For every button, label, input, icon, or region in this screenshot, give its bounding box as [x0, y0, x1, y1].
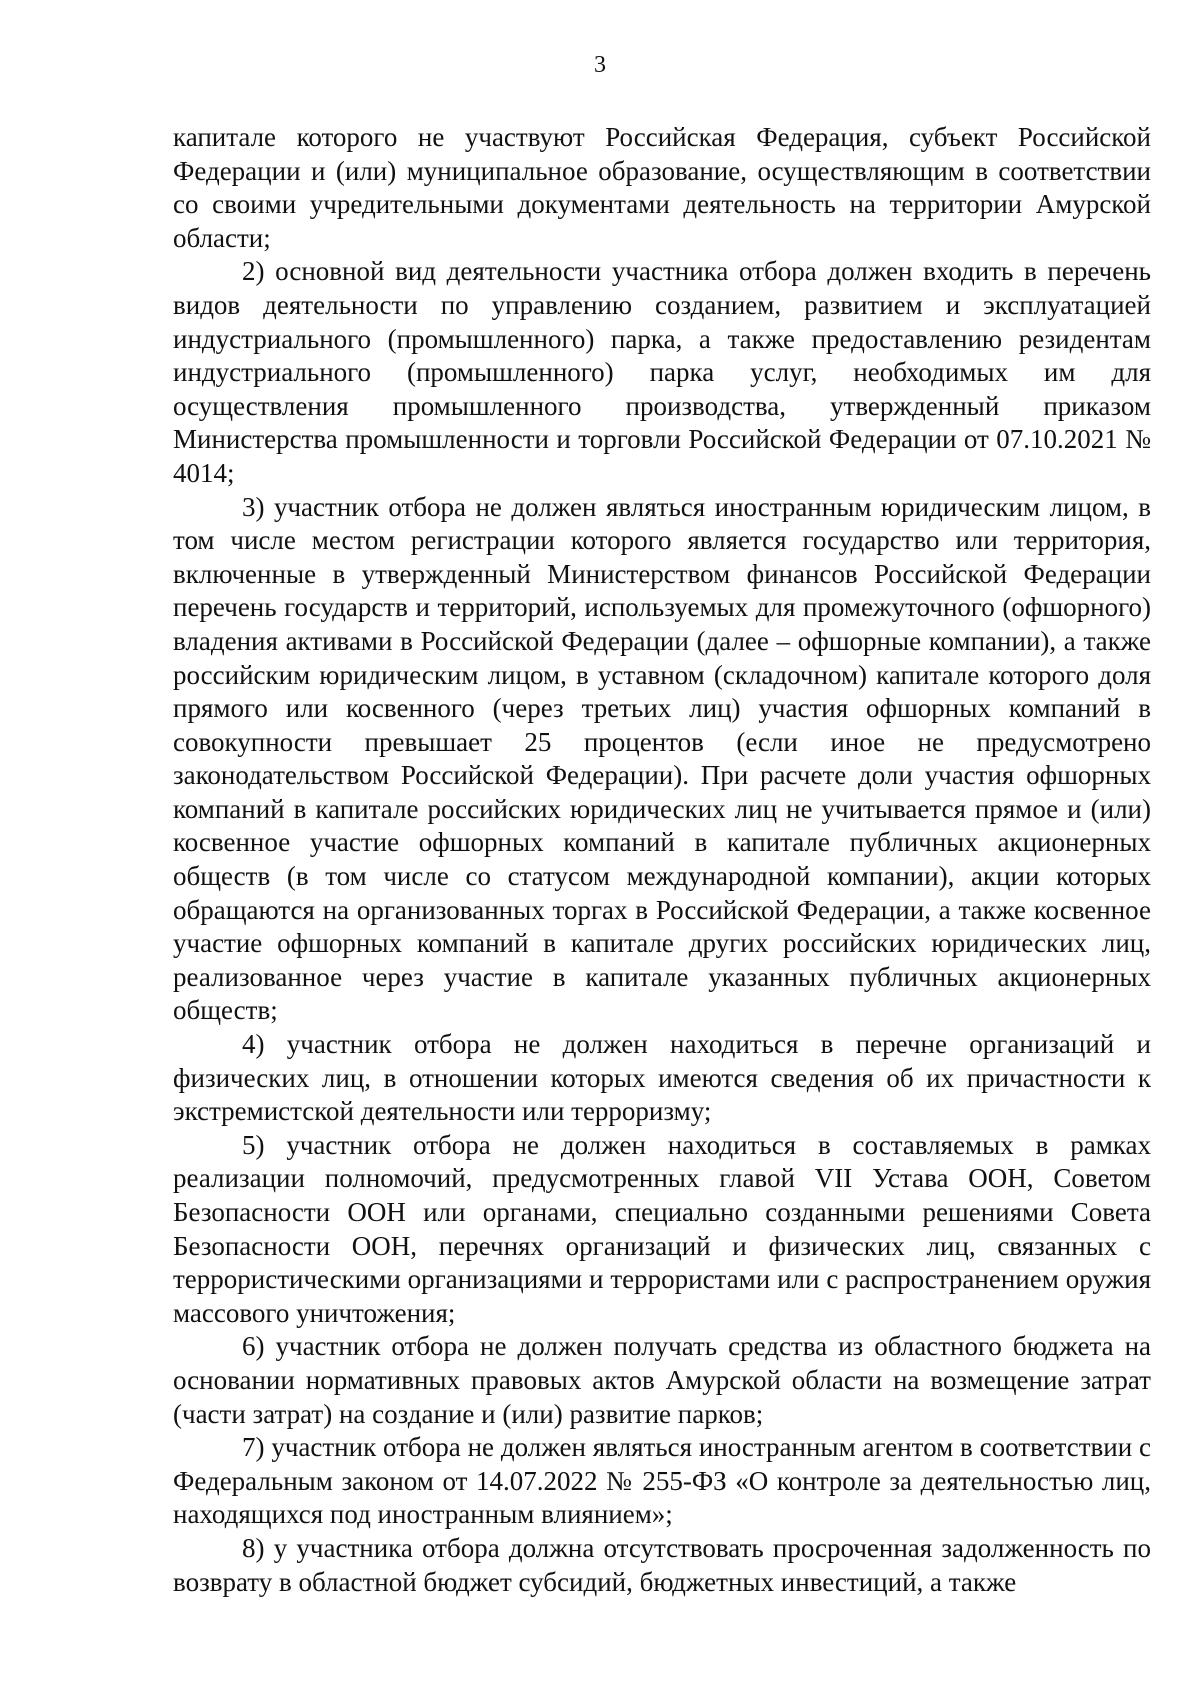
page-number: 3 [594, 52, 606, 78]
paragraph-item-5: 5) участник отбора не должен находиться в составляемых в рамках реализации полномочий, предусмотренных главой VII Устава ООН, Советом Безопасности ООН или органами, специально созданными решениями Совета Безопасности ООН, перечнях организаций и физических лиц, связанных с террористическими организациями и террористами или с распространением оружия массового уничтожения; [173, 1129, 1151, 1328]
paragraph-item-4: 4) участник отбора не должен находиться в перечне организаций и физических лиц, в отношении которых имеются сведения об их причастности к экстремистской деятельности или терроризму; [173, 1029, 1151, 1127]
paragraph-item-7: 7) участник отбора не должен являться иностранным агентом в соответствии с Федеральным законом от 14.07.2022 № 255-ФЗ «О контроле за деятельностью лиц, находящихся под иностранным влиянием»; [173, 1432, 1151, 1530]
paragraph-item-3: 3) участник отбора не должен являться иностранным юридическим лицом, в том числе местом регистрации которого является государство или территория, включенные в утвержденный Министерством финансов Российской Федерации перечень государств и территорий, используемых для промежуточного (офшорного) владения активами в Российской Федерации (далее – офшорные компании), а также российским юридическим лицом, в уставном (складочном) капитале которого доля прямого или косвенного (через третьих лиц) участия офшорных компаний в совокупности превышает 25 процентов (если иное не предусмотрено законодательством Российской Федерации). При расчете доли участия офшорных компаний в капитале российских юридических лиц не учитывается прямое и (или) косвенное участие офшорных компаний в капитале публичных акционерных обществ (в том числе со статусом международной компании), акции которых обращаются на организованных торгах в Российской Федерации, а также косвенное участие офшорных компаний в капитале других российских юридических лиц, реализованное через участие в капитале указанных публичных акционерных обществ; [173, 491, 1151, 1026]
paragraph-continuation: капитале которого не участвуют Российская Федерация, субъект Российской Федерации и (или) муниципальное образование, осуществляющим в соответствии со своими учредительными документами деятельность на территории Амурской области; [173, 122, 1151, 253]
paragraph-item-2: 2) основной вид деятельности участника отбора должен входить в перечень видов деятельности по управлению созданием, развитием и эксплуатацией индустриального (промышленного) парка, а также предоставлению резидентам индустриального (промышленного) парка услуг, необходимых им для осуществления промышленного производства, утвержденный приказом Министерства промышленности и торговли Российской Федерации от 07.10.2021 № 4014; [173, 256, 1151, 488]
paragraph-item-8: 8) у участника отбора должна отсутствовать просроченная задолженность по возврату в областной бюджет субсидий, бюджетных инвестиций, а также [173, 1532, 1151, 1597]
paragraph-item-6: 6) участник отбора не должен получать средства из областного бюджета на основании нормативных правовых актов Амурской области на возмещение затрат (части затрат) на создание и (или) развитие парков; [173, 1331, 1151, 1429]
document-body [173, 121, 1151, 1599]
